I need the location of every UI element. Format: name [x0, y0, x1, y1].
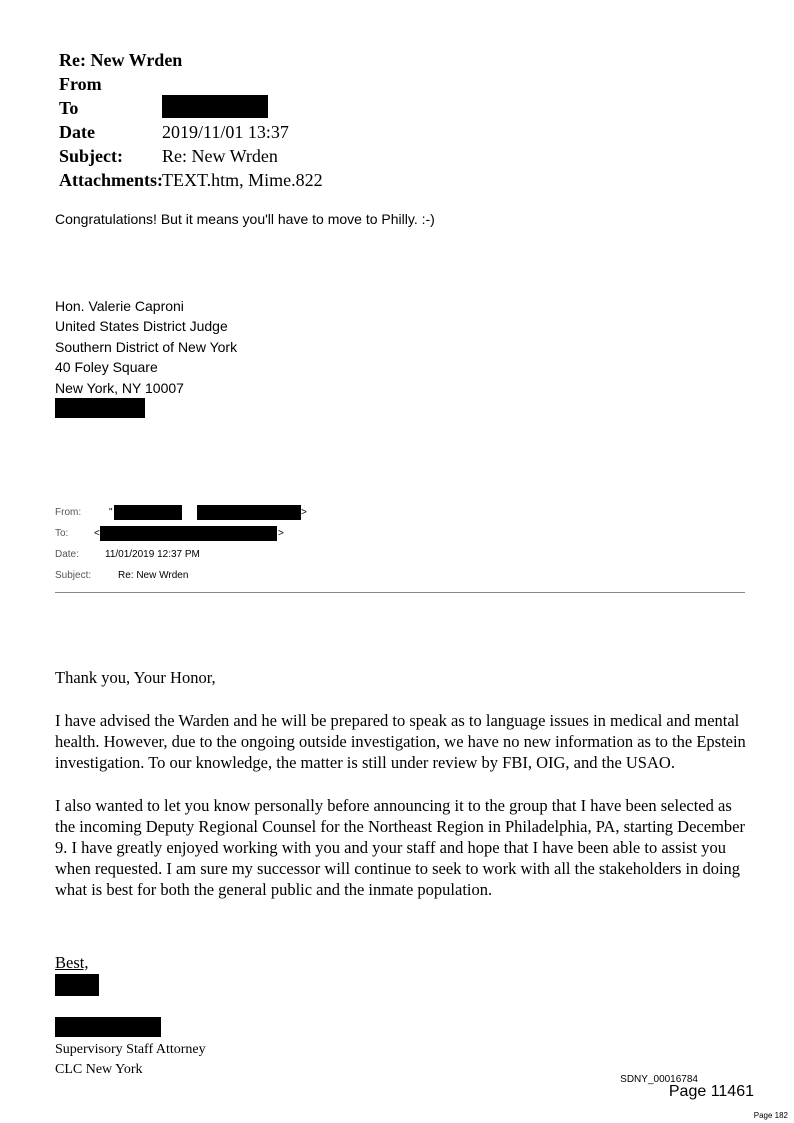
forwarded-subject-value: Re: New Wrden [118, 570, 189, 581]
header-from-label: From [59, 74, 102, 94]
body-greeting: Thank you, Your Honor, [55, 668, 216, 687]
body-paragraph-2: I also wanted to let you know personally before announcing it to the group that I have been selected as the incoming Deputy Regional Counsel for the Northeast Region in Philadelphia, PA, starting December 9. I have greatly enjoyed working with you and your staff and hope that I have been able to assist you when requested. I am sure my successor will continue to seek to work with all the stakeholders in doing what is best for both the general public and the inmate population. [55, 796, 745, 899]
bates-number: SDNY_00016784 [620, 1074, 698, 1085]
page-number: Page 11461 [668, 1083, 754, 1100]
body-paragraph-1: I have advised the Warden and he will be prepared to speak as to language issues in medical and mental health. However, due to the ongoing outside investigation, we have no new information as to the Epstein investigation. To our knowledge, the matter is still under review by FBI, OIG, and the USAO. [55, 711, 746, 772]
reply-text: Congratulations! But it means you'll have to move to Philly. :-) [55, 211, 435, 227]
header-attachments-value: TEXT.htm, Mime.822 [162, 170, 323, 190]
header-from-row [59, 72, 102, 96]
redaction-forwarded-to [100, 526, 277, 541]
header-date-row [59, 120, 289, 144]
header-to-label: To [59, 98, 79, 118]
redaction-forwarded-from-name [114, 505, 182, 520]
forwarded-to-close: > [278, 528, 284, 539]
forwarded-to-row [55, 527, 284, 541]
page-number-small: Page 182 [753, 1111, 788, 1120]
judge-city: New York, NY 10007 [55, 380, 184, 396]
redaction-judge-phone [55, 398, 145, 418]
redaction-signature-full-name [55, 1017, 161, 1037]
forwarded-date-row [55, 548, 200, 562]
header-subject-row [59, 144, 278, 168]
forwarded-to-open: < [94, 528, 100, 539]
forwarded-from-quote-open: " [109, 507, 113, 518]
redaction-to [162, 95, 268, 118]
divider [55, 592, 745, 593]
forwarded-from-close: > [301, 507, 307, 518]
forwarded-date-value: 11/01/2019 12:37 PM [105, 549, 200, 560]
header-date-value: 2019/11/01 13:37 [162, 122, 289, 142]
forwarded-subject-label: Subject: [55, 570, 92, 581]
header-to-row [59, 96, 78, 120]
judge-address: 40 Foley Square [55, 359, 158, 375]
forwarded-from-row [55, 506, 307, 520]
forwarded-date-label: Date: [55, 549, 79, 560]
forwarded-subject-row [55, 569, 189, 583]
email-subject-title: Re: New Wrden [59, 50, 183, 70]
header-subject-label: Subject: [59, 146, 123, 166]
signature-office: CLC New York [55, 1062, 143, 1077]
header-attachments-label: Attachments: [59, 170, 163, 190]
judge-name: Hon. Valerie Caproni [55, 298, 184, 314]
header-subject-value: Re: New Wrden [162, 146, 278, 166]
judge-title: United States District Judge [55, 318, 228, 334]
forwarded-to-label: To: [55, 528, 69, 539]
redaction-forwarded-from-email [197, 505, 301, 520]
header-attachments-row [59, 168, 323, 192]
forwarded-from-label: From: [55, 507, 82, 518]
body-closing: Best, [55, 953, 89, 972]
judge-district: Southern District of New York [55, 339, 238, 355]
redaction-signature-name [55, 974, 99, 996]
header-date-label: Date [59, 122, 95, 142]
signature-title: Supervisory Staff Attorney [55, 1042, 206, 1057]
